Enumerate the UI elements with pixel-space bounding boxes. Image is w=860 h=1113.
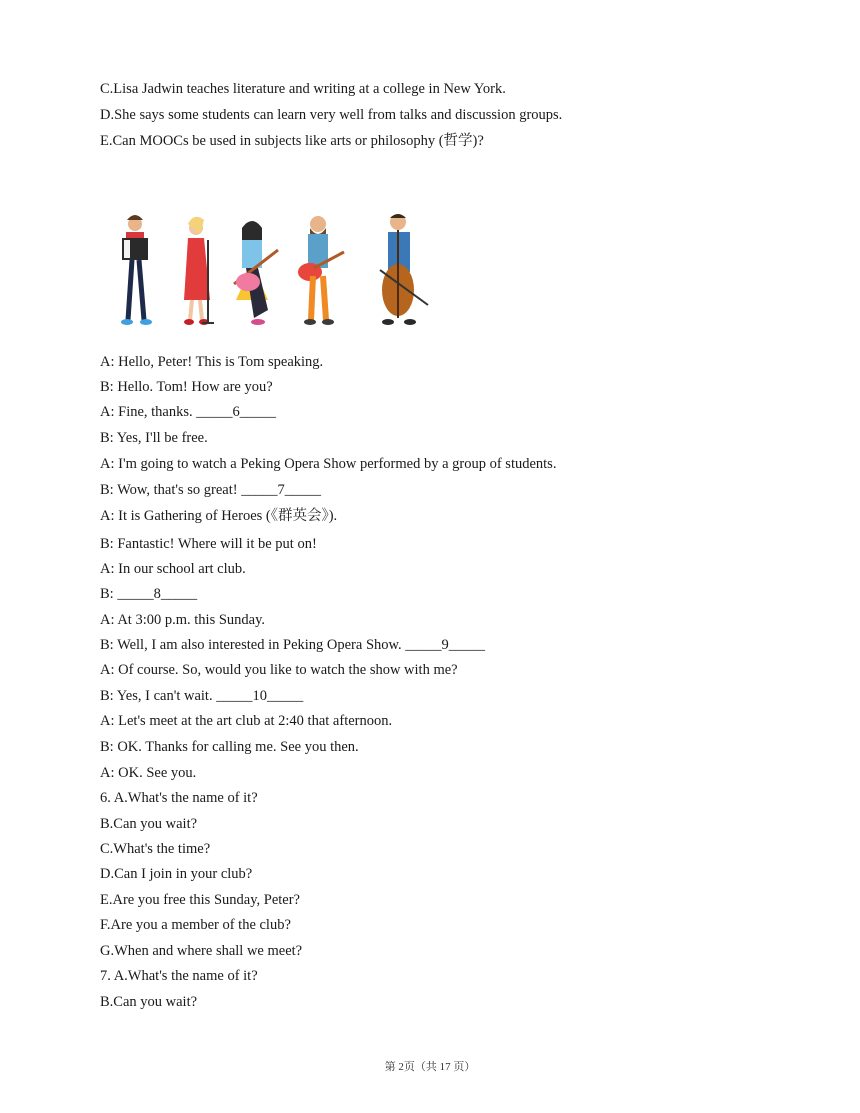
question-option: C.What's the time?	[100, 841, 211, 857]
page-footer: 第 2页（共 17 页）	[384, 1061, 476, 1073]
dialogue-line: B: Yes, I can't wait. _____10_____	[100, 688, 304, 704]
dialogue-line: A: Hello, Peter! This is Tom speaking.	[100, 354, 324, 370]
dialogue-line: B: Well, I am also interested in Peking Opera Show. _____9_____	[100, 637, 486, 653]
dialogue-line: B: Hello. Tom! How are you?	[100, 379, 273, 395]
dialogue-line: A: Let's meet at the art club at 2:40 that afternoon.	[100, 713, 393, 729]
bass-player-figure	[380, 214, 428, 325]
dialogue-line: A: Of course. So, would you like to watch the show with me?	[100, 662, 458, 678]
dialogue-line: A: Fine, thanks. _____6_____	[100, 404, 277, 420]
singer-figure	[184, 217, 214, 325]
question-option: F.Are you a member of the club?	[100, 917, 291, 933]
dialogue-line: A: It is Gathering of Heroes (《群英会》).	[100, 508, 338, 524]
question-option: 7. A.What's the name of it?	[100, 968, 258, 984]
question-option: B.Can you wait?	[100, 994, 198, 1010]
dialogue-line: B: _____8_____	[100, 586, 198, 602]
question-option: G.When and where shall we meet?	[100, 943, 303, 959]
question-option: 6. A.What's the name of it?	[100, 790, 258, 806]
dialogue-line: B: OK. Thanks for calling me. See you then.	[100, 739, 359, 755]
question-option: B.Can you wait?	[100, 816, 198, 832]
dialogue-line: A: OK. See you.	[100, 765, 197, 781]
guitarist-girl-figure	[234, 221, 278, 325]
dialogue-line: B: Fantastic! Where will it be put on!	[100, 536, 317, 552]
guitarist-man-figure	[298, 216, 344, 325]
option-d: D.She says some students can learn very well from talks and discussion groups.	[100, 107, 563, 123]
question-option: E.Are you free this Sunday, Peter?	[100, 892, 300, 908]
option-e: E.Can MOOCs be used in subjects like arts or philosophy (哲学)?	[100, 133, 484, 149]
question-option: D.Can I join in your club?	[100, 866, 253, 882]
accordion-player-figure	[121, 215, 152, 325]
dialogue-line: A: I'm going to watch a Peking Opera Show performed by a group of students.	[100, 456, 557, 472]
dialogue-line: A: In our school art club.	[100, 561, 246, 577]
dialogue-line: B: Yes, I'll be free.	[100, 430, 208, 446]
dialogue-line: B: Wow, that's so great! _____7_____	[100, 482, 321, 498]
option-c: C.Lisa Jadwin teaches literature and writing at a college in New York.	[100, 81, 506, 97]
dialogue-line: A: At 3:00 p.m. this Sunday.	[100, 612, 266, 628]
musicians-illustration	[108, 210, 438, 335]
